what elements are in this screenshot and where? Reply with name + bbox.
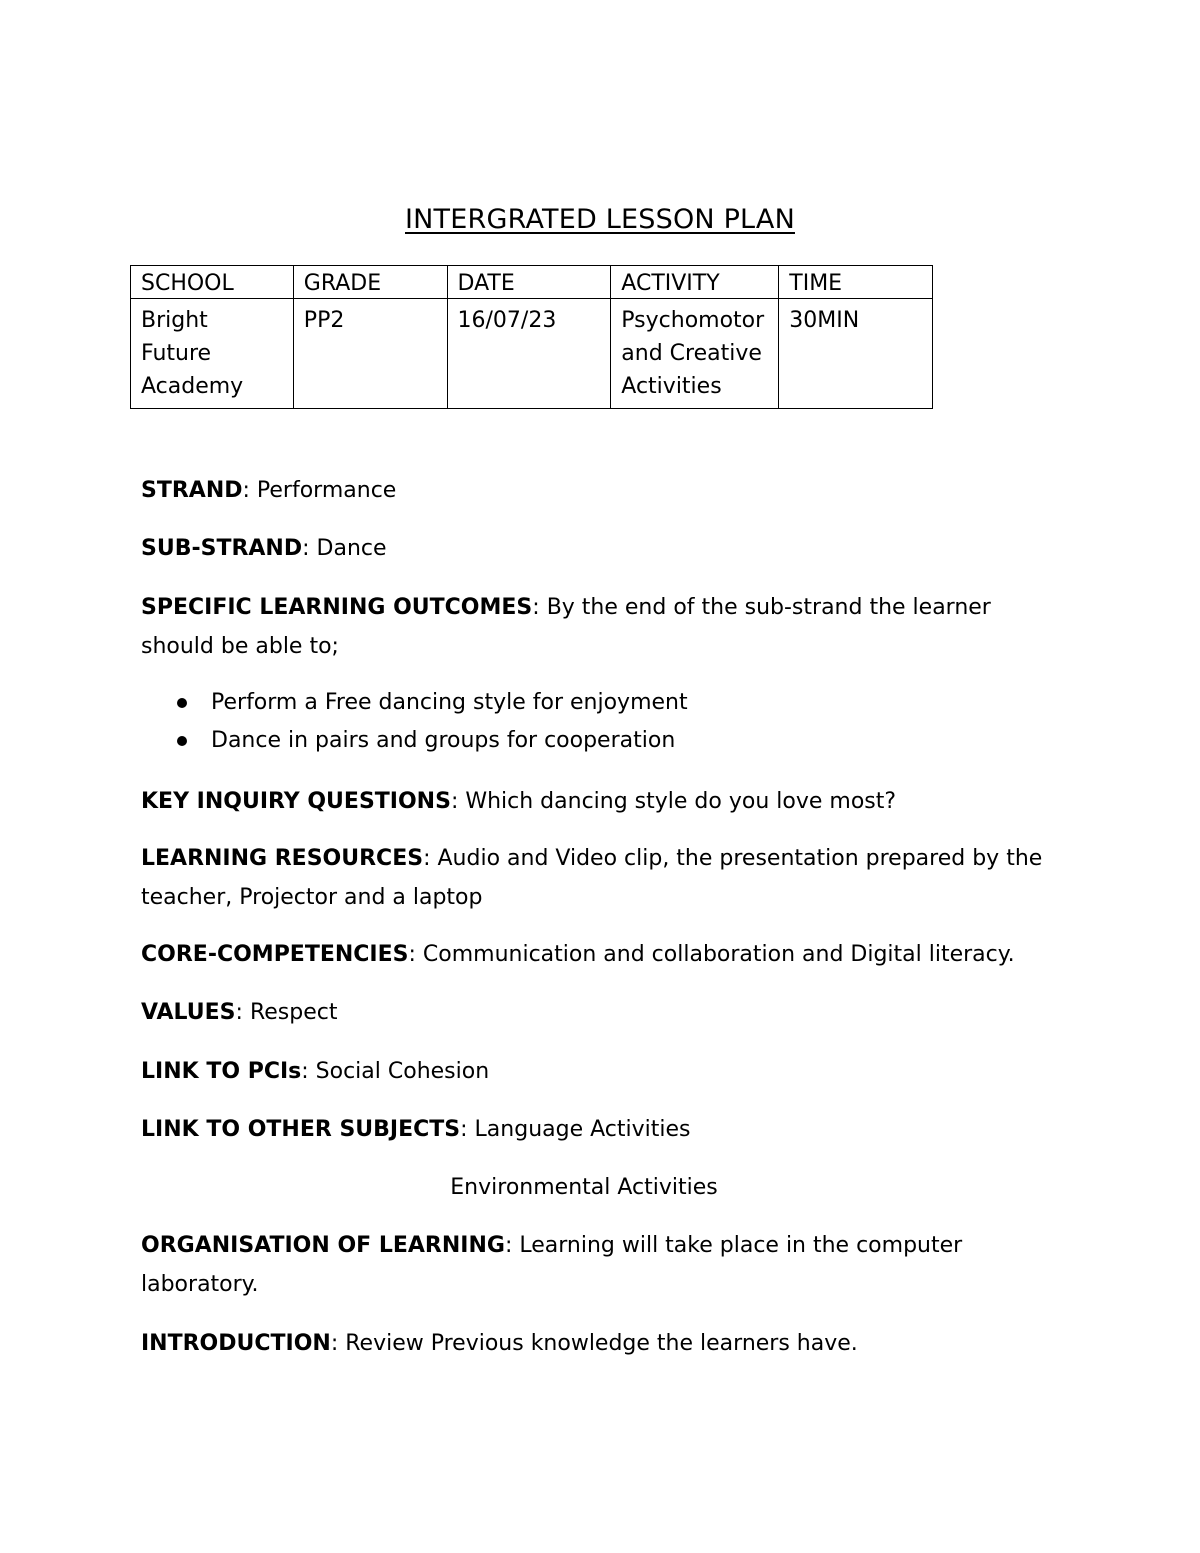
- link-subjects-value: Language Activities: [474, 1117, 691, 1142]
- lesson-info-table: [130, 265, 933, 409]
- values-value: Respect: [249, 1000, 338, 1025]
- link-pcis-label: LINK TO PCIs: [141, 1059, 302, 1084]
- core-competencies-label: CORE-COMPETENCIES: [141, 942, 409, 967]
- learning-resources-label: LEARNING RESOURCES: [141, 846, 424, 871]
- table-header-row: [131, 266, 933, 299]
- key-inquiry-label: KEY INQUIRY QUESTIONS: [141, 789, 451, 814]
- learning-outcomes-line: SPECIFIC LEARNING OUTCOMES: By the end of the sub-strand the learner should be able to;: [141, 595, 991, 659]
- strand-line: STRAND: Performance: [141, 478, 397, 503]
- bullet-icon: [177, 736, 187, 746]
- strand-label: STRAND: [141, 478, 243, 503]
- link-pcis-value: Social Cohesion: [315, 1059, 490, 1084]
- sub-strand-line: SUB-STRAND: Dance: [141, 536, 387, 561]
- sub-strand-value: Dance: [316, 536, 387, 561]
- list-item: [141, 684, 1041, 722]
- bullet-icon: [177, 698, 187, 708]
- learning-outcomes-value: By the end of the sub-strand the learner should be able to;: [141, 595, 991, 659]
- link-subjects-label: LINK TO OTHER SUBJECTS: [141, 1117, 461, 1142]
- header-grade: GRADE: [293, 266, 447, 299]
- sub-strand-label: SUB-STRAND: [141, 536, 303, 561]
- cell-time: 30MIN: [779, 299, 933, 409]
- introduction-label: INTRODUCTION: [141, 1331, 331, 1356]
- learning-resources-value: Audio and Video clip, the presentation prepared by the teacher, Projector and a laptop: [141, 846, 1043, 910]
- introduction-line: INTRODUCTION: Review Previous knowledge the learners have.: [141, 1331, 858, 1356]
- list-item: [141, 722, 1041, 760]
- cell-grade: PP2: [293, 299, 447, 409]
- key-inquiry-value: Which dancing style do you love most?: [465, 789, 897, 814]
- cell-school: Bright Future Academy: [131, 299, 294, 409]
- header-activity: ACTIVITY: [611, 266, 779, 299]
- outcomes-list: [141, 684, 1041, 760]
- list-item-text: Dance in pairs and groups for cooperation: [211, 728, 676, 753]
- cell-date: 16/07/23: [447, 299, 611, 409]
- strand-value: Performance: [256, 478, 397, 503]
- link-subjects-line: LINK TO OTHER SUBJECTS: Language Activities: [141, 1117, 691, 1142]
- table-row: [131, 299, 933, 409]
- page-title: INTERGRATED LESSON PLAN: [405, 204, 795, 235]
- organisation-line: ORGANISATION OF LEARNING: Learning will take place in the computer laboratory.: [141, 1233, 963, 1297]
- values-label: VALUES: [141, 1000, 236, 1025]
- core-competencies-line: CORE-COMPETENCIES: Communication and collaboration and Digital literacy.: [141, 942, 1015, 967]
- link-pcis-line: LINK TO PCIs: Social Cohesion: [141, 1059, 490, 1084]
- cell-activity: Psychomotor and Creative Activities: [611, 299, 779, 409]
- values-line: VALUES: Respect: [141, 1000, 338, 1025]
- learning-outcomes-label: SPECIFIC LEARNING OUTCOMES: [141, 595, 533, 620]
- organisation-label: ORGANISATION OF LEARNING: [141, 1233, 505, 1258]
- link-subjects-second: Environmental Activities: [450, 1175, 718, 1200]
- introduction-value: Review Previous knowledge the learners have.: [345, 1331, 858, 1356]
- core-competencies-value: Communication and collaboration and Digital literacy.: [422, 942, 1015, 967]
- organisation-value: Learning will take place in the computer laboratory.: [141, 1233, 963, 1297]
- list-item-text: Perform a Free dancing style for enjoyment: [211, 690, 688, 715]
- header-time: TIME: [779, 266, 933, 299]
- header-school: SCHOOL: [131, 266, 294, 299]
- learning-resources-line: LEARNING RESOURCES: Audio and Video clip, the presentation prepared by the teacher, Projector and a laptop: [141, 846, 1043, 910]
- key-inquiry-line: KEY INQUIRY QUESTIONS: Which dancing style do you love most?: [141, 789, 897, 814]
- header-date: DATE: [447, 266, 611, 299]
